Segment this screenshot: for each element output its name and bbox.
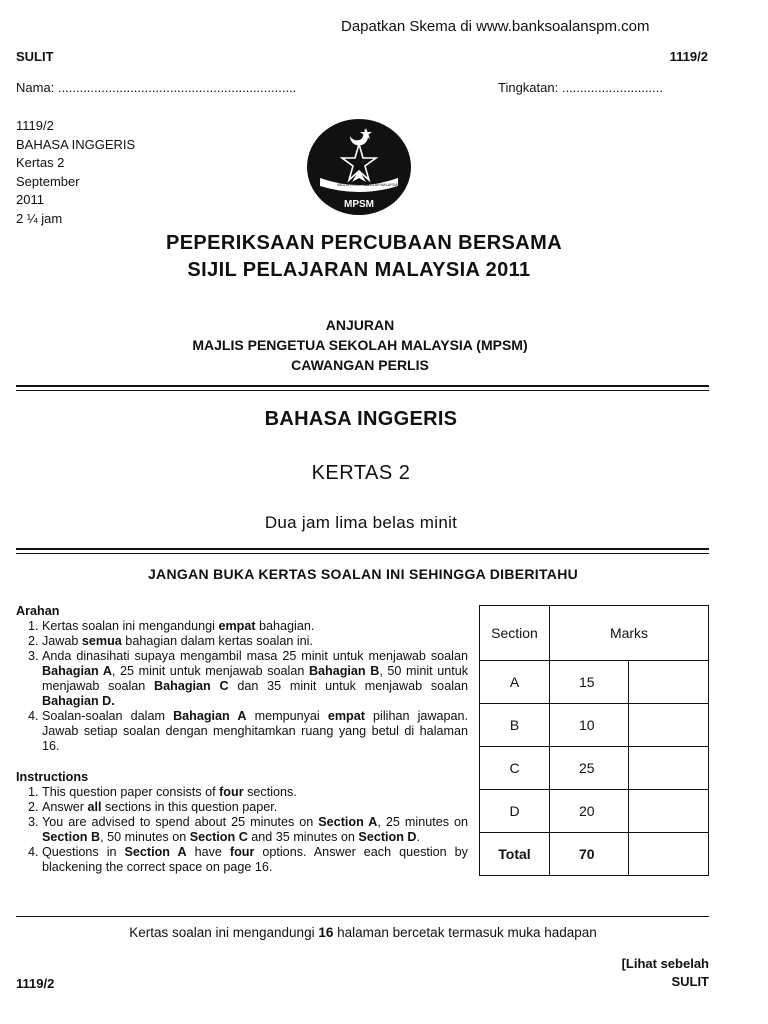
instruction-text: sections in this question paper.: [101, 800, 278, 814]
instruction-text: .: [416, 830, 421, 844]
instruction-text: pilihan jawapan. Jawab setiap soalan dengan menghitamkan ruang yang betul di halaman 16.: [42, 709, 468, 753]
mpsm-logo-icon: [306, 118, 412, 216]
organiser-branch: CAWANGAN PERLIS: [291, 357, 429, 373]
instruction-text: , 50 minit untuk menjawab soalan: [42, 664, 469, 693]
instruction-emphasis: empat: [327, 709, 365, 723]
marks-cell: 10: [550, 704, 629, 747]
section-cell: C: [480, 747, 550, 790]
sulit-label-top: SULIT: [16, 49, 54, 64]
instruction-text: and 35 minutes on: [247, 830, 359, 844]
instruction-text: Soalan-soalan dalam: [42, 709, 174, 723]
divider-mid-thin: [16, 553, 709, 554]
divider-mid-thick: [16, 548, 709, 550]
paper-number: KERTAS 2: [311, 462, 411, 484]
instruction-text: You are advised to spend about 25 minutes on: [42, 815, 319, 829]
note-text-pre: Kertas soalan ini mengandungi: [129, 925, 319, 940]
page-count: 16: [318, 925, 334, 940]
instruction-emphasis: four: [219, 785, 244, 799]
marks-table: [479, 605, 709, 876]
score-cell[interactable]: [629, 704, 709, 747]
score-cell[interactable]: [629, 790, 709, 833]
header-marks: Marks: [550, 606, 709, 661]
instruction-item: [42, 815, 468, 845]
instruction-emphasis: Bahagian D.: [42, 694, 115, 708]
section-cell: B: [480, 704, 550, 747]
score-cell[interactable]: [629, 661, 709, 704]
divider-top-thin: [16, 390, 709, 391]
instructions-heading: Instructions: [16, 770, 89, 784]
meta-paper: Kertas 2: [16, 155, 65, 170]
organiser-name: MAJLIS PENGETUA SEKOLAH MALAYSIA (MPSM): [192, 337, 528, 353]
instruction-text: bahagian.: [255, 619, 315, 633]
instruction-item: [42, 785, 468, 800]
instruction-text: sections.: [243, 785, 297, 799]
table-row: [480, 747, 709, 790]
meta-month: September: [16, 173, 80, 189]
meta-year: 2011: [16, 192, 44, 207]
instruction-item: [42, 845, 468, 875]
total-score-cell[interactable]: [629, 833, 709, 876]
warning-text: JANGAN BUKA KERTAS SOALAN INI SEHINGGA DIBERITAHU: [147, 566, 579, 582]
paper-code-top: 1119/2: [669, 49, 708, 64]
instruction-emphasis: empat: [218, 619, 256, 633]
arahan-list: [16, 619, 468, 754]
paper-meta-block: [16, 117, 135, 228]
subject-title: BAHASA INGGERIS: [264, 408, 458, 430]
instruction-text: , 25 minutes on: [377, 815, 469, 829]
nama-field: [16, 80, 296, 95]
meta-subject: BAHASA INGGERIS: [16, 136, 136, 152]
instruction-emphasis: Section A: [124, 845, 187, 859]
instruction-emphasis: Section A: [318, 815, 378, 829]
instructions-block: [16, 770, 468, 875]
arahan-block: [16, 604, 468, 754]
instruction-text: Anda dinasihati supaya mengambil masa 25 minit untuk menjawab soalan: [42, 649, 468, 663]
meta-duration: 2 ¼ jam: [16, 210, 63, 226]
instruction-item: [42, 649, 468, 709]
total-label: Total: [480, 833, 550, 876]
table-header-row: [480, 606, 709, 661]
instruction-text: bahagian dalam kertas soalan ini.: [121, 634, 313, 648]
divider-top-thick: [16, 385, 709, 387]
score-cell[interactable]: [629, 747, 709, 790]
instructions-list: [16, 785, 468, 875]
instruction-item: [42, 619, 468, 634]
tingkatan-field: [498, 80, 663, 95]
instruction-text: Jawab: [42, 634, 82, 648]
instruction-item: [42, 709, 468, 754]
instruction-text: have: [186, 845, 230, 859]
nama-label: Nama:: [16, 80, 55, 95]
section-cell: D: [480, 790, 550, 833]
exam-title-line2: SIJIL PELAJARAN MALAYSIA 2011: [187, 259, 531, 281]
instruction-text: Kertas soalan ini mengandungi: [42, 619, 219, 633]
instruction-emphasis: four: [229, 845, 255, 859]
website-url-text: Dapatkan Skema di www.banksoalanspm.com: [341, 18, 650, 35]
instruction-text: dan 35 minit untuk menjawab soalan: [228, 679, 468, 693]
arahan-heading: Arahan: [16, 604, 60, 618]
instruction-emphasis: Bahagian A: [173, 709, 247, 723]
instruction-text: mempunyai: [246, 709, 328, 723]
instruction-text: This question paper consists of: [42, 785, 220, 799]
instruction-emphasis: Section B: [42, 830, 101, 844]
marks-cell: 25: [550, 747, 629, 790]
instruction-emphasis: semua: [81, 634, 122, 648]
table-row: [480, 704, 709, 747]
instruction-emphasis: Bahagian A: [42, 664, 112, 678]
instruction-emphasis: Section C: [189, 830, 248, 844]
instruction-item: [42, 634, 468, 649]
marks-cell: 20: [550, 790, 629, 833]
instruction-item: [42, 800, 468, 815]
note-text-post: halaman bercetak termasuk muka hadapan: [333, 925, 597, 940]
logo-banner-left: MAJLIS PENGETUA: [337, 183, 370, 187]
table-row: [480, 661, 709, 704]
instruction-text: Answer: [42, 800, 88, 814]
tingkatan-dots: ............................: [558, 80, 663, 95]
instruction-text: , 50 minutes on: [100, 830, 190, 844]
instruction-emphasis: Bahagian B: [308, 664, 380, 678]
marks-cell: 15: [550, 661, 629, 704]
paper-code-bottom: 1119/2: [16, 976, 55, 991]
table-row: [480, 790, 709, 833]
tingkatan-label: Tingkatan:: [498, 80, 559, 95]
instruction-emphasis: all: [87, 800, 102, 814]
instruction-emphasis: Section D: [358, 830, 417, 844]
logo-text: MPSM: [344, 199, 374, 210]
exam-title-line1: PEPERIKSAAN PERCUBAAN BERSAMA: [165, 232, 563, 254]
lihat-sebelah-label: [Lihat sebelah: [621, 956, 709, 971]
instruction-text: , 25 minit untuk menjawab soalan: [111, 664, 309, 678]
sulit-label-bottom: SULIT: [671, 974, 709, 989]
organiser-label: ANJURAN: [325, 317, 395, 333]
divider-bottom: [16, 916, 709, 917]
header-section: Section: [480, 606, 550, 661]
total-marks: 70: [550, 833, 629, 876]
instruction-text: options. Answer each question by blackening the correct space on page 16.: [42, 845, 468, 874]
nama-dots: ..................................................................: [54, 80, 297, 95]
instruction-text: Questions in: [42, 845, 125, 859]
logo-banner-right: SEKOLAH MALAYSIA: [363, 183, 398, 187]
page-count-note: [0, 925, 726, 940]
meta-code: 1119/2: [16, 118, 54, 133]
section-cell: A: [480, 661, 550, 704]
duration-text: Dua jam lima belas minit: [264, 513, 458, 532]
table-total-row: [480, 833, 709, 876]
instruction-emphasis: Bahagian C: [154, 679, 229, 693]
